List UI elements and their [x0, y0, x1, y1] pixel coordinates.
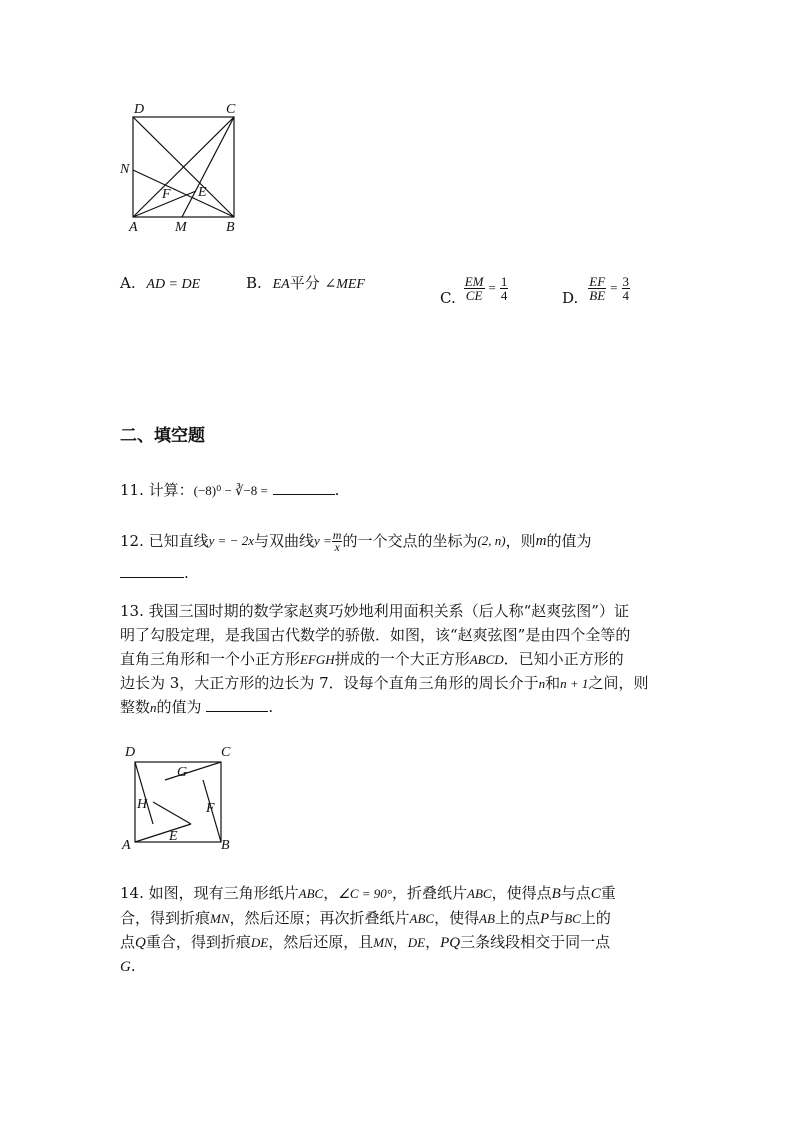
answer-blank-13[interactable] [206, 697, 268, 712]
segment-ae [135, 824, 191, 842]
label-c: C [221, 745, 231, 760]
question-13-line-5: 整数n的值为 . [120, 698, 274, 716]
question-11: 11. 计算：(−8)⁰ − ∛−8 = . [120, 481, 340, 499]
question-14-line-3: 点Q重合，得到折痕DE，然后还原，且MN，DE，PQ三条线段相交于同一点 [120, 933, 611, 951]
small-square-side-he [153, 802, 191, 824]
label-b: B [221, 838, 230, 853]
segment-cm [182, 117, 234, 217]
answer-blank-11[interactable] [273, 480, 335, 495]
label-a: A [129, 220, 138, 235]
section-title: 二、填空题 [120, 426, 205, 446]
label-e: E [169, 829, 178, 844]
label-f: F [162, 187, 171, 202]
answer-blank-12[interactable] [120, 563, 184, 578]
question-14-line-2: 合，得到折痕MN，然后还原；再次折叠纸片ABC，使得AB上的点P与BC上的 [120, 909, 611, 927]
label-c: C [226, 102, 236, 117]
option-d: D. $\frac{EF}{BE}$ = $\frac{3}{4}$ [562, 273, 629, 307]
question-13-line-2: 明了勾股定理，是我国古代数学的骄傲．如图，该“赵爽弦图”是由四个全等的 [120, 626, 631, 644]
zhao-shuang-figure [112, 738, 242, 856]
label-n: N [120, 162, 130, 177]
question-13-line-4: 边长为 3，大正方形的边长为 7．设每个直角三角形的周长介于n和n + 1之间，则 [120, 674, 649, 692]
segment-dh [135, 762, 153, 824]
label-b: B [226, 220, 235, 235]
question-13-line-1: 13. 我国三国时期的数学家赵爽巧妙地利用面积关系（后人称“赵爽弦图”）证 [120, 602, 629, 620]
segment-nb [133, 170, 234, 217]
label-a: A [122, 838, 131, 853]
option-b: B. EA平分 ∠MEF [246, 274, 365, 292]
label-e: E [198, 185, 207, 200]
question-14-line-4: G. [120, 957, 136, 975]
label-m: M [175, 220, 187, 235]
label-h: H [137, 797, 148, 812]
question-13-line-3: 直角三角形和一个小正方形EFGH拼成的一个大正方形ABCD．已知小正方形的 [120, 650, 624, 668]
label-f: F [206, 801, 215, 816]
segment-cg [165, 762, 221, 780]
question-14-line-1: 14. 如图，现有三角形纸片ABC，∠C = 90°，折叠纸片ABC，使得点B与点C重 [120, 884, 616, 902]
option-c: C. $\frac{EM}{CE}$ = $\frac{1}{4}$ [440, 273, 508, 307]
square-figure-1 [110, 100, 250, 235]
option-a: A. AD = DE [120, 274, 201, 292]
label-d: D [125, 745, 136, 760]
label-g: G [177, 765, 188, 780]
question-12-answer: . [120, 560, 189, 586]
question-12: 12. 已知直线 y = − 2x 与双曲线 y = $\frac{m}{x}$ 的一个交点的坐标为 (2, n) ，则 m 的值为 [120, 527, 592, 554]
label-d: D [134, 102, 145, 117]
